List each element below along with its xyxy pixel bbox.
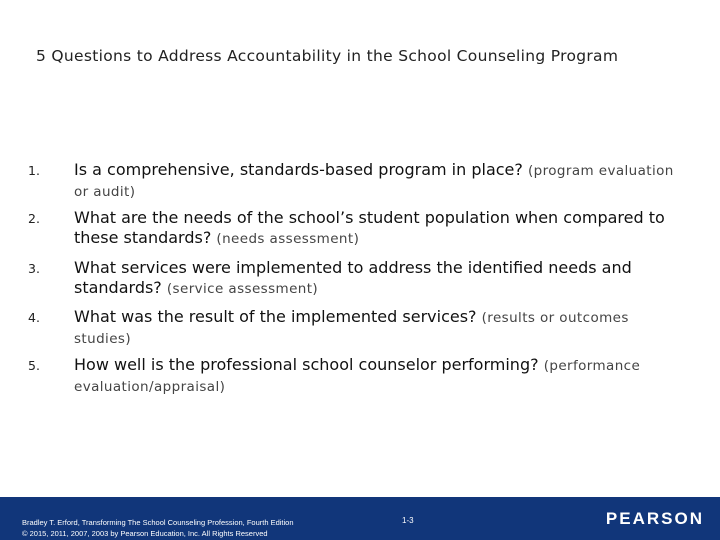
question-text xyxy=(74,258,674,299)
question-note: (service assessment) xyxy=(166,281,319,297)
question-note: (results or outcomes studies) xyxy=(74,310,629,347)
question-note: (performance evaluation/appraisal) xyxy=(74,358,641,395)
question-note: (program evaluation or audit) xyxy=(74,163,674,200)
citation-line-2: © 2015, 2011, 2007, 2003 by Pearson Education, Inc. All Rights Reserved xyxy=(22,529,268,538)
question-main-text: What services were implemented to address the identified needs and standards? xyxy=(74,258,632,297)
question-number: 5. xyxy=(28,358,40,373)
footer-citation xyxy=(22,517,402,539)
pearson-logo: PEARSON xyxy=(605,509,704,528)
question-main-text: What was the result of the implemented services? xyxy=(74,307,477,326)
citation-line-1: Bradley T. Erford, Transforming The School Counseling Profession, Fourth Edition xyxy=(22,518,294,527)
question-number: 1. xyxy=(28,163,40,178)
question-text xyxy=(74,307,674,349)
question-number: 3. xyxy=(28,261,40,276)
question-main-text: Is a comprehensive, standards-based program in place? xyxy=(74,160,523,179)
question-number: 2. xyxy=(28,211,40,226)
question-main-text: What are the needs of the school’s student population when compared to these standards? xyxy=(74,208,665,247)
slide-title: 5 Questions to Address Accountability in the School Counseling Program xyxy=(36,47,619,65)
page-number: 1-3 xyxy=(402,516,414,525)
question-text xyxy=(74,208,674,249)
question-number: 4. xyxy=(28,310,40,325)
question-text xyxy=(74,160,674,202)
footer-bar xyxy=(0,497,720,540)
question-text xyxy=(74,355,674,397)
question-note: (needs assessment) xyxy=(216,231,360,247)
question-main-text: How well is the professional school counselor performing? xyxy=(74,355,539,374)
